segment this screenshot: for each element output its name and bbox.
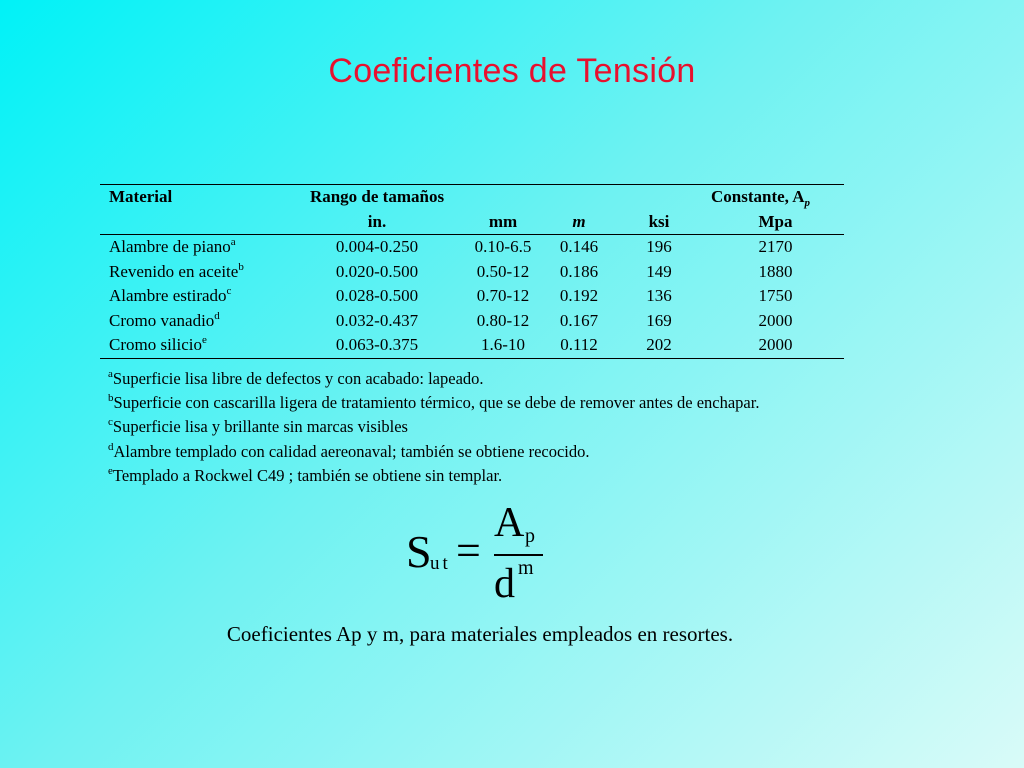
footnote: $^e$Templado a Rockwel C49 ; también se obtiene sin templar. — [108, 464, 503, 485]
header-in: in. — [295, 210, 459, 235]
table-row — [100, 333, 844, 358]
cell-ksi: 169 — [646, 310, 672, 330]
cell-ksi: 136 — [646, 286, 672, 306]
fraction-bar — [494, 554, 543, 556]
formula-numerator-subscript: p — [525, 525, 535, 547]
tensile-strength-formula — [400, 495, 560, 620]
cell-in: 0.020-0.500 — [335, 261, 419, 281]
table-header-row — [100, 185, 844, 210]
cell-mpa: 1750 — [758, 286, 793, 306]
cell-mpa: 2000 — [758, 310, 793, 330]
cell-m: 0.146 — [559, 237, 599, 257]
cell-m: 0.192 — [559, 286, 599, 306]
cell-material: Alambre estirado$^c$ — [109, 285, 232, 306]
table-row — [100, 235, 844, 260]
formula-equals: = — [456, 526, 481, 575]
coefficients-table — [100, 184, 844, 359]
table-row — [100, 284, 844, 309]
formula-lhs: S — [406, 526, 432, 577]
cell-ksi: 149 — [646, 261, 672, 281]
header-mpa: Mpa — [707, 210, 844, 235]
footnote: $^c$Superficie lisa y brillante sin marcas visibles — [108, 416, 408, 437]
cell-material: Cromo vanadio$^d$ — [109, 309, 220, 330]
cell-material: Revenido en aceite$^b$ — [109, 260, 244, 281]
footnote: $^a$Superficie lisa libre de defectos y con acabado: lapeado. — [108, 368, 484, 388]
cell-in: 0.063-0.375 — [295, 333, 459, 358]
table-subheader-row — [100, 210, 844, 235]
cell-material: Cromo silicio$^e$ — [100, 333, 295, 358]
formula-lhs-subscript: ut — [430, 553, 451, 574]
header-material: Material — [100, 185, 295, 210]
cell-ksi: 202 — [611, 333, 707, 358]
cell-mm: 1.6-10 — [459, 333, 547, 358]
cell-ksi: 196 — [646, 237, 672, 257]
cell-mm: 0.50-12 — [476, 261, 530, 281]
cell-mpa: 2170 — [758, 237, 793, 257]
cell-m: 0.186 — [559, 261, 599, 281]
cell-mpa: 2000 — [707, 333, 844, 358]
caption: Coeficientes Ap y m, para materiales empleados en resortes. — [226, 622, 734, 646]
header-mm: mm — [459, 210, 547, 235]
cell-m: 0.167 — [559, 310, 599, 330]
cell-mm: 0.80-12 — [476, 310, 530, 330]
cell-mpa: 1880 — [758, 261, 793, 281]
cell-in: 0.028-0.500 — [335, 286, 419, 306]
header-m: m — [547, 210, 611, 235]
formula-denominator: d — [494, 561, 515, 607]
slide-title: Coeficientes de Tensión — [328, 52, 696, 90]
header-rango: Rango de tamaños — [295, 185, 459, 210]
footnote: $^d$Alambre templado con calidad aereonaval; también se obtiene recocido. — [108, 440, 590, 461]
cell-mm: 0.10-6.5 — [474, 237, 532, 257]
cell-in: 0.004-0.250 — [335, 237, 419, 257]
header-constante: Constante, $A_p$ — [611, 185, 844, 210]
cell-mm: 0.70-12 — [476, 286, 530, 306]
footnote: $^b$Superficie con cascarilla ligera de tratamiento térmico, que se debe de remover antes de enchapar. — [108, 392, 760, 413]
table-row — [100, 260, 844, 285]
cell-m: 0.112 — [547, 333, 611, 358]
formula-denominator-exponent: m — [518, 557, 534, 579]
formula-numerator: A — [494, 500, 525, 546]
cell-material: Alambre de piano$^a$ — [109, 236, 236, 257]
cell-in: 0.032-0.437 — [335, 310, 419, 330]
header-ksi: ksi — [611, 210, 707, 235]
footnotes — [108, 367, 759, 488]
table-row — [100, 309, 844, 334]
